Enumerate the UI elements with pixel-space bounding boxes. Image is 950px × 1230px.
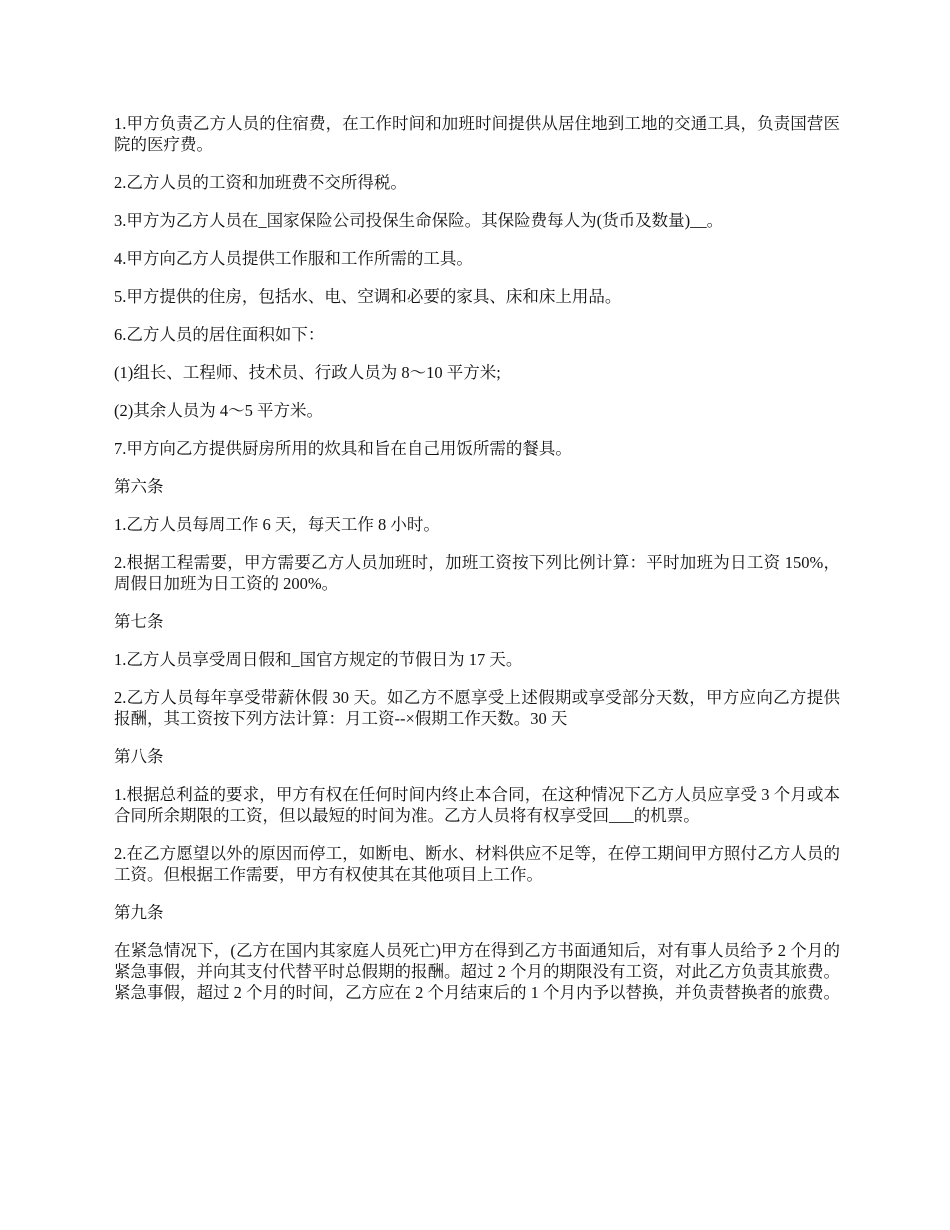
clause-7-item-1: 1.乙方人员享受周日假和_国官方规定的节假日为 17 天。 — [114, 650, 523, 669]
clause-8-item-1: 1.根据总利益的要求，甲方有权在任何时间内终止本合同，在这种情况下乙方人员应享受 3 个月或本合同所余期限的工资，但以最短的时间为准。乙方人员将有权享受回___的机票。 — [114, 785, 840, 825]
clause-7-item-2: 2.乙方人员每年享受带薪休假 30 天。如乙方不愿享受上述假期或享受部分天数，甲方应向乙方提供报酬，其工资按下列方法计算：月工资--×假期工作天数。30 天 — [114, 688, 840, 728]
clause-9-heading: 第九条 — [114, 903, 164, 922]
clause-6-heading: 第六条 — [114, 477, 164, 496]
clause-8-item-2: 2.在乙方愿望以外的原因而停工，如断电、断水、材料供应不足等，在停工期间甲方照付乙方人员的工资。但根据工作需要，甲方有权使其在其他项目上工作。 — [114, 844, 840, 884]
clause-5-item-6-sub-2: (2)其余人员为 4～5 平方米。 — [114, 401, 323, 420]
clause-5-item-1: 1.甲方负责乙方人员的住宿费，在工作时间和加班时间提供从居住地到工地的交通工具，负责国营医院的医疗费。 — [114, 114, 840, 154]
clause-5-item-7: 7.甲方向乙方提供厨房所用的炊具和旨在自己用饭所需的餐具。 — [114, 439, 572, 458]
clause-5-item-3: 3.甲方为乙方人员在_国家保险公司投保生命保险。其保险费每人为(货币及数量)__。 — [114, 211, 724, 230]
clause-5-item-4: 4.甲方向乙方人员提供工作服和工作所需的工具。 — [114, 249, 473, 268]
document-page — [114, 113, 840, 1020]
clause-5-item-5: 5.甲方提供的住房，包括水、电、空调和必要的家具、床和床上用品。 — [114, 287, 622, 306]
clause-5-item-2: 2.乙方人员的工资和加班费不交所得税。 — [114, 173, 407, 192]
clause-8-heading: 第八条 — [114, 747, 164, 766]
clause-9-body: 在紧急情况下，(乙方在国内其家庭人员死亡)甲方在得到乙方书面通知后，对有事人员给予 2 个月的紧急事假，并向其支付代替平时总假期的报酬。超过 2 个月的期限没有工资，对此乙方负责其旅费。紧急事假，超过 2 个月的时间，乙方应在 2 个月结束后的 1 个月内予以替换，并负责替换者的旅费。 — [114, 941, 840, 1002]
clause-6-item-1: 1.乙方人员每周工作 6 天，每天工作 8 小时。 — [114, 515, 440, 534]
clause-7-heading: 第七条 — [114, 612, 164, 631]
clause-6-item-2: 2.根据工程需要，甲方需要乙方人员加班时，加班工资按下列比例计算：平时加班为日工资 150%，周假日加班为日工资的 200%。 — [114, 553, 840, 593]
clause-5-item-6: 6.乙方人员的居住面积如下： — [114, 325, 325, 344]
clause-5-item-6-sub-1: (1)组长、工程师、技术员、行政人员为 8～10 平方米; — [114, 363, 501, 382]
